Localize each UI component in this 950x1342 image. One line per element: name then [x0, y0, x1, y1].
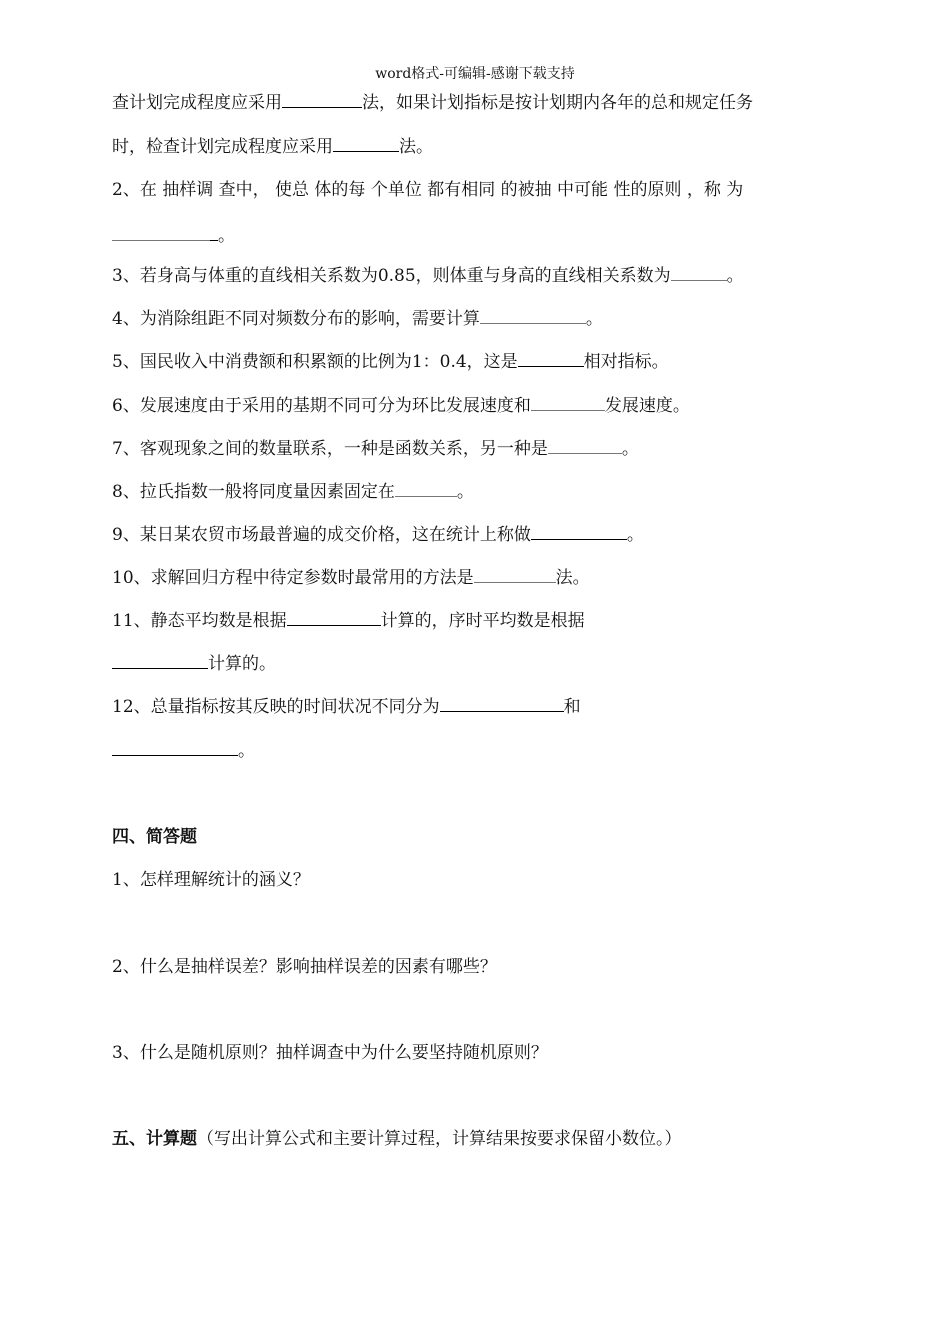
answer-blank[interactable] [112, 754, 238, 756]
question-text: 。 [456, 482, 474, 502]
question-text: 7、客观现象之间的数量联系，一种是函数关系，另一种是 [112, 439, 548, 459]
question-text: 2、在 抽样调 查中， 使总 体的每 个单位 都有相同 的被抽 中可能 性的原则 ，称 为 [112, 180, 744, 200]
question-text: 11、静态平均数是根据 [112, 611, 287, 631]
question-2-line-1 [112, 178, 743, 202]
section-5-heading [112, 1127, 682, 1151]
question-text: 10、求解回归方程中待定参数时最常用的方法是 [112, 568, 474, 588]
answer-blank[interactable] [548, 452, 622, 454]
question-7 [112, 437, 639, 461]
question-11-line-1 [112, 609, 585, 633]
question-text: 。 [726, 266, 744, 286]
answer-blank-end [210, 239, 218, 241]
section-4-item-3: 3、什么是随机原则？抽样调查中为什么要坚持随机原则？ [112, 1043, 548, 1063]
answer-blank[interactable] [112, 667, 208, 669]
answer-blank[interactable] [333, 150, 399, 152]
question-text: 法，如果计划指标是按计划期内各年的总和规定任务 [362, 93, 753, 113]
answer-blank[interactable] [474, 581, 556, 583]
answer-blank[interactable] [671, 279, 727, 281]
question-10 [112, 566, 590, 590]
question-5 [112, 350, 669, 374]
question-text: 8、拉氏指数一般将同度量因素固定在 [112, 482, 395, 502]
answer-blank[interactable] [480, 322, 586, 324]
question-text: 发展速度。 [604, 396, 690, 416]
answer-blank[interactable] [395, 495, 457, 497]
question-text: 3、若身高与体重的直线相关系数为0.85，则体重与身高的直线相关系数为 [112, 266, 671, 286]
question-text: 6、发展速度由于采用的基期不同可分为环比发展速度和 [112, 396, 531, 416]
question-text: 9、某日某农贸市场最普遍的成交价格，这在统计上称做 [112, 525, 531, 545]
question-text: 计算的，序时平均数是根据 [380, 611, 585, 631]
question-text: 法。 [555, 568, 590, 588]
question-text: 12、总量指标按其反映的时间状况不同分为 [112, 697, 440, 717]
answer-blank[interactable] [112, 239, 210, 241]
question-8 [112, 480, 474, 504]
question-text: 。 [238, 741, 255, 761]
question-text: 相对指标。 [583, 352, 669, 372]
question-4 [112, 307, 603, 331]
section-5-note: （写出计算公式和主要计算过程，计算结果按要求保留小数位。） [197, 1129, 682, 1149]
section-4-item-1: 1、怎样理解统计的涵义？ [112, 870, 310, 890]
question-cont-line-2 [112, 135, 433, 159]
question-text: 和 [563, 697, 581, 717]
answer-blank[interactable] [518, 365, 584, 367]
question-3 [112, 264, 744, 288]
question-text: 计算的。 [208, 654, 276, 674]
question-11-line-2 [112, 652, 276, 676]
question-text: 。 [218, 226, 235, 246]
section-5-title: 五、计算题 [112, 1129, 197, 1149]
question-6 [112, 394, 690, 418]
question-text: 4、为消除组距不同对频数分布的影响，需要计算 [112, 309, 480, 329]
question-text: 。 [626, 525, 644, 545]
question-12-line-1 [112, 695, 581, 719]
question-text: 查计划完成程度应采用 [112, 93, 282, 113]
question-text: 。 [585, 309, 603, 329]
question-12-line-2 [112, 739, 255, 763]
question-9 [112, 523, 644, 547]
question-2-line-2 [112, 224, 235, 248]
question-text: 。 [621, 439, 639, 459]
page-header: word格式-可编辑-感谢下载支持 [375, 66, 575, 82]
section-4-title: 四、简答题 [112, 827, 197, 847]
answer-blank[interactable] [282, 106, 362, 108]
question-text: 时，检查计划完成程度应采用 [112, 137, 333, 157]
question-text: 法。 [399, 137, 433, 157]
answer-blank[interactable] [440, 710, 564, 712]
answer-blank[interactable] [531, 538, 627, 540]
section-4-item-2: 2、什么是抽样误差？影响抽样误差的因素有哪些？ [112, 957, 497, 977]
answer-blank[interactable] [531, 409, 605, 411]
question-cont-line-1 [112, 91, 753, 115]
answer-blank[interactable] [287, 624, 381, 626]
question-text: 5、国民收入中消费额和积累额的比例为1：0.4，这是 [112, 352, 518, 372]
